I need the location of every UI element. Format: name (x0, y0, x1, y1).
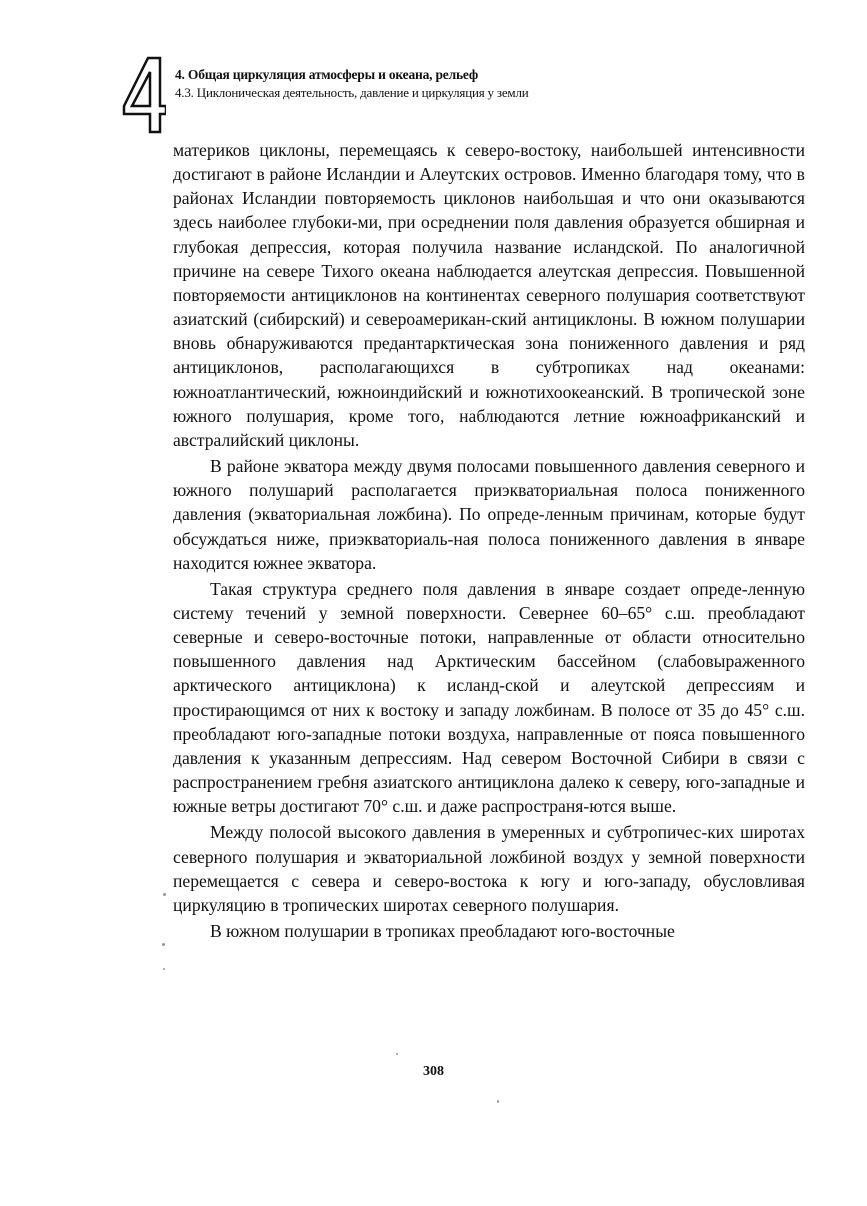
body-text (173, 138, 805, 945)
chapter-number-4-icon (122, 56, 166, 134)
paragraph-3: Такая структура среднего поля давления в январе создает опреде-ленную систему течений у земной поверхности. Севернее 60–65° с.ш. преобладают северные и северо-восточные потоки, направленные от области относительно повышенного давления над Арктическим бассейном (слабовыраженного арктического антициклона) к исланд-ской и алеутской депрессиям и простирающимся от них к востоку и западу ложбинам. В полосе от 35 до 45° с.ш. преобладают юго-западные потоки воздуха, направленные от пояса повышенного давления к указанным депрессиям. Над севером Восточной Сибири в связи с распространением гребня азиатского антициклона далеко к северу, юго-западные и южные ветры достигают 70° с.ш. и даже распространя-ются выше. (173, 578, 805, 817)
paragraph-2: В районе экватора между двумя полосами повышенного давления северного и южного полушарий располагается приэкваториальная полоса пониженного давления (экваториальная ложбина). По опреде-ленным причинам, которые будут обсуждаться ниже, приэкваториаль-ная полоса пониженного давления в январе находится южнее экватора. (173, 456, 805, 573)
chapter-title: 4. Общая циркуляция атмосферы и океана, рельеф (175, 67, 479, 82)
page-number: 308 (423, 1064, 444, 1079)
section-title: 4.3. Циклоническая деятельность, давление и циркуляция у земли (175, 85, 529, 100)
paragraph-1: материков циклоны, перемещаясь к северо-востоку, наибольшей интенсивности достигают в районе Исландии и Алеутских островов. Именно благодаря тому, что в районах Исландии повторяемость циклонов наибольшая и что они оказываются здесь наиболее глубоки-ми, при осреднении поля давления образуется обширная и глубокая депрессия, которая получила название исландской. По аналогичной причине на севере Тихого океана наблюдается алеутская депрессия. Повышенной повторяемости антициклонов на континентах северного полушария соответствуют азиатский (сибирский) и североамерикан-ский антициклоны. В южном полушарии вновь обнаруживаются предантарктическая зона пониженного давления и ряд антициклонов, располагающихся в субтропиках над океанами: южноатлантический, южноиндийский и южнотихоокеанский. В тропической зоне южного полушария, кроме того, наблюдаются летние южноафриканский и австралийский циклоны. (173, 140, 805, 450)
scan-speck (163, 968, 165, 970)
paragraph-5: В южном полушарии в тропиках преобладают юго-восточные (210, 921, 675, 941)
scan-speck (497, 1100, 499, 1103)
scan-speck (163, 893, 166, 896)
running-header (175, 66, 529, 101)
scan-speck (396, 1053, 398, 1055)
scan-speck (162, 943, 165, 946)
paragraph-4: Между полосой высокого давления в умеренных и субтропичес-ких широтах северного полушария и экваториальной ложбиной воздух у земной поверхности перемещается с севера и северо-востока к югу и юго-западу, обусловливая циркуляцию в тропических широтах северного полушария. (173, 822, 805, 915)
chapter-number-glyph (122, 56, 166, 134)
